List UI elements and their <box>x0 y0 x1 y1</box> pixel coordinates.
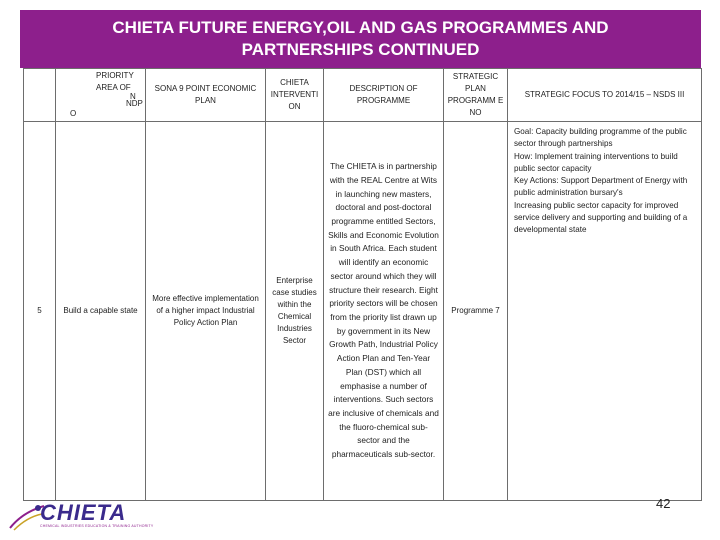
focus-increasing: Increasing public sector capacity for improved service delivery and supporting and building of a developmental state <box>514 200 688 235</box>
table-header-row <box>24 69 702 122</box>
slide-title-band <box>20 10 701 68</box>
table-row <box>24 122 702 501</box>
row-description: The CHIETA is in partnership with the REAL Centre at Wits in launching new masters, doctoral and post-doctoral programme entitled Sectors, Skills and Economic Evolution in South Africa. Each student will identify an economic sector around which they will structure their research. Eight priority sectors will be chosen from the priority list drawn up by government in its New Growth Path, Industrial Policy Action Plan and Ten-Year Plan (DST) which all emphasise a number of interventions. Such sectors are inclusive of chemicals and the fluoro-chemical sub-sector and the pharmaceuticals sub-sector. <box>324 122 444 501</box>
header-sona: SONA 9 POINT ECONOMIC PLAN <box>146 69 266 122</box>
header-plan-number: STRATEGIC PLAN PROGRAMM E NO <box>444 69 508 122</box>
programme-table <box>23 68 702 501</box>
header-priority-line-2: N <box>130 92 136 101</box>
row-priority-area: Build a capable state <box>56 122 146 501</box>
row-strategic-focus <box>508 122 702 501</box>
header-priority-line-4: O <box>70 109 77 118</box>
header-intervention: CHIETA INTERVENTI ON <box>266 69 324 122</box>
focus-key-actions: Key Actions: Support Department of Energy with public administration bursary's <box>514 176 688 198</box>
header-priority-line-1: PRIORITY AREA OF <box>96 71 134 92</box>
header-number <box>24 69 56 122</box>
row-number: 5 <box>24 122 56 501</box>
focus-how: How: Implement training interventions to build public sector capacity <box>514 151 678 173</box>
focus-goal: Goal: Capacity building programme of the public sector through partnerships <box>514 127 687 149</box>
page-number: 42 <box>656 496 671 511</box>
header-priority-line-3: NDP <box>126 99 143 108</box>
slide-title-line-2: PARTNERSHIPS CONTINUED <box>241 40 480 59</box>
logo-name: CHIETA <box>40 500 127 525</box>
logo-tagline: CHEMICAL INDUSTRIES EDUCATION & TRAINING AUTHORITY <box>40 524 154 528</box>
slide-title-line-1: CHIETA FUTURE ENERGY,OIL AND GAS PROGRAMMES AND <box>112 18 609 37</box>
header-description: DESCRIPTION OF PROGRAMME <box>324 69 444 122</box>
chieta-logo <box>8 498 168 534</box>
row-intervention: Enterprise case studies within the Chemical Industries Sector <box>266 122 324 501</box>
header-priority-area <box>56 69 146 122</box>
row-sona: More effective implementation of a higher impact Industrial Policy Action Plan <box>146 122 266 501</box>
row-plan-number: Programme 7 <box>444 122 508 501</box>
header-strategic-focus: STRATEGIC FOCUS TO 2014/15 – NSDS III <box>508 69 702 122</box>
